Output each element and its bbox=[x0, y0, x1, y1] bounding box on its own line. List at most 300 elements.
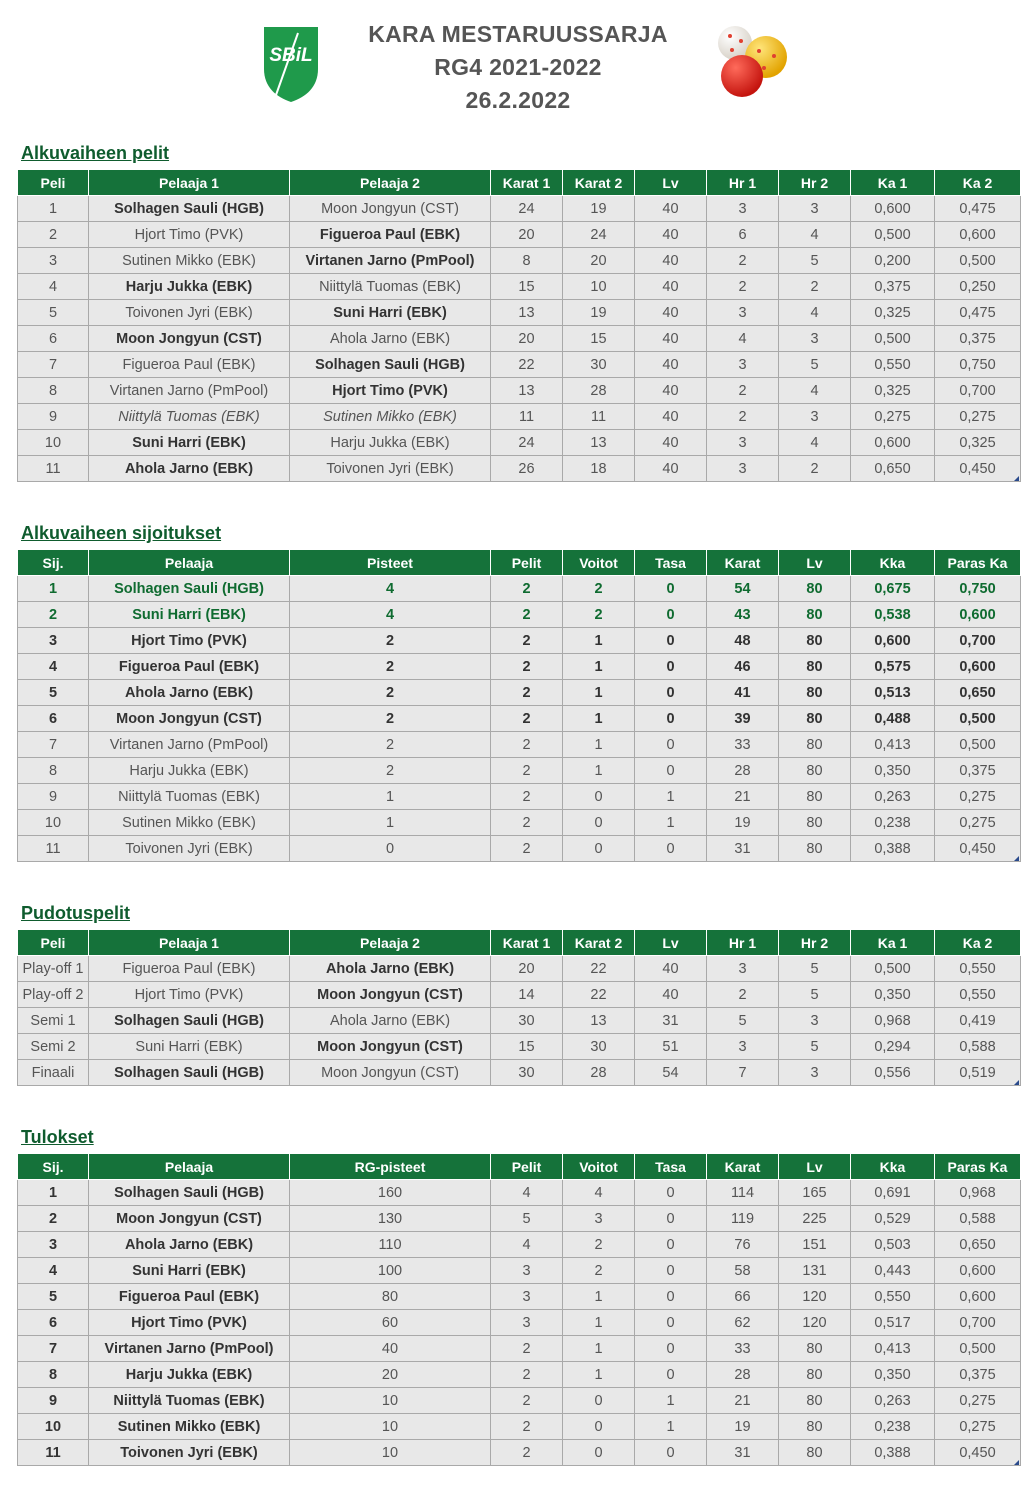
table-row bbox=[18, 248, 1021, 274]
table-cell: 0,968 bbox=[851, 1008, 935, 1034]
table-cell: 1 bbox=[563, 758, 635, 784]
table-cell: 13 bbox=[563, 1008, 635, 1034]
table-cell: 2 bbox=[491, 654, 563, 680]
table-cell: 0 bbox=[563, 810, 635, 836]
column-header: Hr 2 bbox=[779, 930, 851, 956]
table-cell: 2 bbox=[290, 680, 491, 706]
table-cell: 1 bbox=[563, 628, 635, 654]
table-cell: 3 bbox=[18, 248, 89, 274]
table-row bbox=[18, 1206, 1021, 1232]
table-cell: Hjort Timo (PVK) bbox=[89, 628, 290, 654]
table-cell: 5 bbox=[491, 1206, 563, 1232]
table-cell: 2 bbox=[491, 1336, 563, 1362]
table-cell: 80 bbox=[779, 602, 851, 628]
table-cell: 11 bbox=[18, 836, 89, 862]
table-cell: 80 bbox=[779, 1388, 851, 1414]
table-cell: 5 bbox=[18, 1284, 89, 1310]
logo-text: SBiL bbox=[269, 45, 313, 66]
table-cell: 1 bbox=[563, 706, 635, 732]
table-cell: 0,517 bbox=[851, 1310, 935, 1336]
table-cell: 0,325 bbox=[851, 300, 935, 326]
table-cell: 165 bbox=[779, 1180, 851, 1206]
table-row bbox=[18, 196, 1021, 222]
table-cell: 4 bbox=[18, 274, 89, 300]
table-cell: 40 bbox=[635, 274, 707, 300]
table-row bbox=[18, 810, 1021, 836]
table-cell: 19 bbox=[707, 810, 779, 836]
column-header: Peli bbox=[18, 930, 89, 956]
table-cell: 2 bbox=[491, 732, 563, 758]
table-cell: Sutinen Mikko (EBK) bbox=[89, 1414, 290, 1440]
table-cell: 0,588 bbox=[935, 1206, 1021, 1232]
table-row bbox=[18, 576, 1021, 602]
table-cell: 2 bbox=[707, 248, 779, 274]
table-cell: 8 bbox=[18, 758, 89, 784]
table-cell: 0 bbox=[635, 1336, 707, 1362]
column-header: Voitot bbox=[563, 550, 635, 576]
column-header: Karat 1 bbox=[491, 930, 563, 956]
table-cell: 4 bbox=[290, 576, 491, 602]
table-cell: 19 bbox=[563, 300, 635, 326]
table-cell: 0,500 bbox=[851, 956, 935, 982]
table-cell: 3 bbox=[18, 628, 89, 654]
table-cell: 13 bbox=[491, 378, 563, 404]
table-cell: 0,238 bbox=[851, 1414, 935, 1440]
table-cell: Play-off 2 bbox=[18, 982, 89, 1008]
table-cell: 1 bbox=[18, 576, 89, 602]
table-cell: 0,475 bbox=[935, 196, 1021, 222]
playoffs-table bbox=[17, 929, 1021, 1086]
table-cell: 0,263 bbox=[851, 784, 935, 810]
table-header-row bbox=[18, 550, 1021, 576]
table-cell: 1 bbox=[563, 1310, 635, 1336]
table-cell: 0,550 bbox=[851, 352, 935, 378]
table-cell: 2 bbox=[563, 602, 635, 628]
table-cell: 11 bbox=[18, 456, 89, 482]
table-cell: 1 bbox=[290, 784, 491, 810]
table-cell: 5 bbox=[18, 680, 89, 706]
table-row bbox=[18, 1362, 1021, 1388]
table-cell: 0,375 bbox=[935, 326, 1021, 352]
table-cell: 3 bbox=[491, 1284, 563, 1310]
table-cell: 114 bbox=[707, 1180, 779, 1206]
table-cell: 0,413 bbox=[851, 1336, 935, 1362]
section-games bbox=[17, 141, 1020, 482]
table-cell: 22 bbox=[563, 982, 635, 1008]
table-row bbox=[18, 680, 1021, 706]
table-cell: 2 bbox=[290, 628, 491, 654]
table-cell: 0 bbox=[635, 576, 707, 602]
table-cell: 0 bbox=[635, 758, 707, 784]
table-cell: Moon Jongyun (CST) bbox=[89, 1206, 290, 1232]
table-cell: 33 bbox=[707, 1336, 779, 1362]
table-cell: Moon Jongyun (CST) bbox=[89, 706, 290, 732]
table-cell: 0,600 bbox=[935, 654, 1021, 680]
column-header: Karat bbox=[707, 550, 779, 576]
table-cell: Ahola Jarno (EBK) bbox=[290, 326, 491, 352]
table-cell: 20 bbox=[491, 222, 563, 248]
table-cell: 0,600 bbox=[851, 196, 935, 222]
column-header: Hr 1 bbox=[707, 930, 779, 956]
table-cell: 3 bbox=[779, 1060, 851, 1086]
table-cell: 7 bbox=[18, 732, 89, 758]
table-cell: 2 bbox=[491, 628, 563, 654]
table-cell: 0,500 bbox=[935, 1336, 1021, 1362]
table-cell: 0,450 bbox=[935, 1440, 1021, 1466]
table-row bbox=[18, 300, 1021, 326]
table-cell: 4 bbox=[290, 602, 491, 628]
table-cell: 2 bbox=[290, 654, 491, 680]
column-header: Pelaaja bbox=[89, 1154, 290, 1180]
table-cell: 80 bbox=[779, 1414, 851, 1440]
table-cell: 80 bbox=[779, 1440, 851, 1466]
table-cell: Ahola Jarno (EBK) bbox=[89, 1232, 290, 1258]
column-header: Pelit bbox=[491, 550, 563, 576]
table-cell: 7 bbox=[18, 352, 89, 378]
table-cell: 80 bbox=[779, 784, 851, 810]
table-row bbox=[18, 1440, 1021, 1466]
table-cell: 3 bbox=[491, 1258, 563, 1284]
table-row bbox=[18, 1336, 1021, 1362]
table-cell: Solhagen Sauli (HGB) bbox=[290, 352, 491, 378]
table-row bbox=[18, 1008, 1021, 1034]
table-cell: 10 bbox=[563, 274, 635, 300]
table-cell: 51 bbox=[635, 1034, 707, 1060]
table-cell: 40 bbox=[635, 352, 707, 378]
table-cell: 80 bbox=[779, 1362, 851, 1388]
table-cell: 2 bbox=[290, 732, 491, 758]
table-cell: 1 bbox=[563, 1336, 635, 1362]
table-cell: Suni Harri (EBK) bbox=[89, 430, 290, 456]
table-cell: Hjort Timo (PVK) bbox=[290, 378, 491, 404]
table-cell: 0,375 bbox=[935, 758, 1021, 784]
table-cell: 28 bbox=[563, 1060, 635, 1086]
table-cell: 14 bbox=[491, 982, 563, 1008]
table-cell: 40 bbox=[635, 378, 707, 404]
table-cell: 5 bbox=[779, 1034, 851, 1060]
table-cell: 30 bbox=[563, 352, 635, 378]
table-cell: 0,375 bbox=[935, 1362, 1021, 1388]
table-cell: Suni Harri (EBK) bbox=[89, 1034, 290, 1060]
column-header: Ka 2 bbox=[935, 170, 1021, 196]
table-cell: Harju Jukka (EBK) bbox=[89, 274, 290, 300]
table-cell: 3 bbox=[707, 430, 779, 456]
section-title-games: Alkuvaiheen pelit bbox=[21, 143, 170, 163]
table-cell: 0 bbox=[635, 602, 707, 628]
column-header: Tasa bbox=[635, 550, 707, 576]
table-cell: 0,513 bbox=[851, 680, 935, 706]
table-cell: 3 bbox=[491, 1310, 563, 1336]
table-cell: 2 bbox=[707, 982, 779, 1008]
table-cell: 1 bbox=[635, 784, 707, 810]
table-cell: 0,550 bbox=[851, 1284, 935, 1310]
table-row bbox=[18, 222, 1021, 248]
table-cell: Harju Jukka (EBK) bbox=[89, 758, 290, 784]
table-cell: Figueroa Paul (EBK) bbox=[89, 654, 290, 680]
table-cell: 0 bbox=[635, 680, 707, 706]
table-cell: 54 bbox=[707, 576, 779, 602]
table-cell: 2 bbox=[779, 456, 851, 482]
table-cell: 2 bbox=[707, 404, 779, 430]
table-cell: Semi 2 bbox=[18, 1034, 89, 1060]
page-header bbox=[0, 0, 1036, 125]
table-row bbox=[18, 326, 1021, 352]
table-header-row bbox=[18, 170, 1021, 196]
table-cell: 2 bbox=[491, 810, 563, 836]
table-cell: 4 bbox=[779, 378, 851, 404]
column-header: Sij. bbox=[18, 1154, 89, 1180]
table-cell: 110 bbox=[290, 1232, 491, 1258]
table-cell: Toivonen Jyri (EBK) bbox=[89, 300, 290, 326]
table-cell: 11 bbox=[491, 404, 563, 430]
table-cell: 40 bbox=[635, 404, 707, 430]
table-cell: 24 bbox=[491, 196, 563, 222]
table-cell: Moon Jongyun (CST) bbox=[290, 196, 491, 222]
table-header-row bbox=[18, 1154, 1021, 1180]
table-cell: 3 bbox=[18, 1232, 89, 1258]
table-cell: 100 bbox=[290, 1258, 491, 1284]
table-cell: 28 bbox=[707, 758, 779, 784]
table-cell: Ahola Jarno (EBK) bbox=[290, 1008, 491, 1034]
table-cell: 2 bbox=[563, 576, 635, 602]
table-cell: Solhagen Sauli (HGB) bbox=[89, 196, 290, 222]
table-cell: 0 bbox=[635, 1258, 707, 1284]
table-cell: 19 bbox=[563, 196, 635, 222]
section-playoffs bbox=[17, 901, 1020, 1086]
table-cell: 0,600 bbox=[851, 430, 935, 456]
table-cell: Figueroa Paul (EBK) bbox=[290, 222, 491, 248]
table-cell: 1 bbox=[563, 1362, 635, 1388]
table-cell: 0,675 bbox=[851, 576, 935, 602]
table-cell: 54 bbox=[635, 1060, 707, 1086]
table-cell: 30 bbox=[491, 1060, 563, 1086]
table-cell: 0 bbox=[563, 1440, 635, 1466]
table-cell: 80 bbox=[779, 576, 851, 602]
section-title-playoffs: Pudotuspelit bbox=[21, 903, 130, 923]
table-cell: 10 bbox=[290, 1440, 491, 1466]
table-cell: 80 bbox=[779, 758, 851, 784]
table-cell: 2 bbox=[491, 836, 563, 862]
table-cell: 5 bbox=[779, 982, 851, 1008]
table-cell: Sutinen Mikko (EBK) bbox=[89, 248, 290, 274]
table-row bbox=[18, 758, 1021, 784]
table-cell: Niittylä Tuomas (EBK) bbox=[89, 784, 290, 810]
table-row bbox=[18, 784, 1021, 810]
column-header: Pelaaja 1 bbox=[89, 930, 290, 956]
table-cell: 80 bbox=[779, 1336, 851, 1362]
table-cell: 2 bbox=[491, 680, 563, 706]
column-header: Pelaaja 2 bbox=[290, 930, 491, 956]
table-cell: Solhagen Sauli (HGB) bbox=[89, 1180, 290, 1206]
table-cell: 3 bbox=[707, 956, 779, 982]
column-header: Pelaaja bbox=[89, 550, 290, 576]
table-cell: Suni Harri (EBK) bbox=[89, 602, 290, 628]
table-cell: 0,250 bbox=[935, 274, 1021, 300]
table-cell: 2 bbox=[491, 602, 563, 628]
table-cell: Sutinen Mikko (EBK) bbox=[290, 404, 491, 430]
table-cell: 24 bbox=[491, 430, 563, 456]
table-cell: 46 bbox=[707, 654, 779, 680]
column-header: Lv bbox=[635, 170, 707, 196]
table-cell: 4 bbox=[18, 1258, 89, 1284]
table-cell: 0,575 bbox=[851, 654, 935, 680]
column-header: Tasa bbox=[635, 1154, 707, 1180]
table-cell: 31 bbox=[707, 1440, 779, 1466]
table-cell: 0 bbox=[635, 1180, 707, 1206]
table-cell: 0 bbox=[635, 732, 707, 758]
table-cell: Hjort Timo (PVK) bbox=[89, 982, 290, 1008]
table-cell: 0,691 bbox=[851, 1180, 935, 1206]
table-cell: 151 bbox=[779, 1232, 851, 1258]
column-header: Hr 2 bbox=[779, 170, 851, 196]
table-cell: Play-off 1 bbox=[18, 956, 89, 982]
column-header: Paras Ka bbox=[935, 550, 1021, 576]
column-header: Pelit bbox=[491, 1154, 563, 1180]
table-row bbox=[18, 1414, 1021, 1440]
table-cell: Niittylä Tuomas (EBK) bbox=[89, 1388, 290, 1414]
table-cell: 31 bbox=[707, 836, 779, 862]
table-cell: 80 bbox=[779, 654, 851, 680]
table-cell: 0,419 bbox=[935, 1008, 1021, 1034]
table-cell: 40 bbox=[290, 1336, 491, 1362]
table-cell: 3 bbox=[563, 1206, 635, 1232]
column-header: Kka bbox=[851, 550, 935, 576]
table-cell: 80 bbox=[779, 680, 851, 706]
table-cell: 10 bbox=[18, 1414, 89, 1440]
column-header: Lv bbox=[779, 550, 851, 576]
table-cell: 0 bbox=[635, 1232, 707, 1258]
table-cell: 5 bbox=[779, 352, 851, 378]
column-header: Paras Ka bbox=[935, 1154, 1021, 1180]
table-cell: 2 bbox=[491, 1388, 563, 1414]
column-header: Ka 1 bbox=[851, 170, 935, 196]
table-cell: Toivonen Jyri (EBK) bbox=[89, 836, 290, 862]
table-cell: 0,500 bbox=[935, 248, 1021, 274]
table-cell: Solhagen Sauli (HGB) bbox=[89, 576, 290, 602]
table-cell: 1 bbox=[563, 1284, 635, 1310]
table-cell: Solhagen Sauli (HGB) bbox=[89, 1008, 290, 1034]
table-cell: 40 bbox=[635, 248, 707, 274]
table-cell: 1 bbox=[563, 732, 635, 758]
table-cell: 0,350 bbox=[851, 982, 935, 1008]
table-cell: Virtanen Jarno (PmPool) bbox=[89, 1336, 290, 1362]
table-row bbox=[18, 654, 1021, 680]
table-cell: 1 bbox=[635, 1388, 707, 1414]
table-cell: 3 bbox=[779, 326, 851, 352]
table-cell: 40 bbox=[635, 956, 707, 982]
sbil-logo bbox=[262, 25, 320, 103]
table-cell: 0,375 bbox=[851, 274, 935, 300]
table-row bbox=[18, 732, 1021, 758]
table-cell: 0,294 bbox=[851, 1034, 935, 1060]
table-cell: 24 bbox=[563, 222, 635, 248]
table-cell: 2 bbox=[18, 222, 89, 248]
table-cell: 11 bbox=[18, 1440, 89, 1466]
table-cell: 0,325 bbox=[851, 378, 935, 404]
table-cell: 0,529 bbox=[851, 1206, 935, 1232]
table-cell: 1 bbox=[290, 810, 491, 836]
table-cell: 3 bbox=[707, 352, 779, 378]
table-cell: Ahola Jarno (EBK) bbox=[89, 456, 290, 482]
column-header: Pelaaja 1 bbox=[89, 170, 290, 196]
table-cell: 3 bbox=[707, 300, 779, 326]
table-corner-marker bbox=[1014, 476, 1019, 481]
table-row bbox=[18, 602, 1021, 628]
table-corner-marker bbox=[1014, 856, 1019, 861]
table-cell: 40 bbox=[635, 300, 707, 326]
table-cell: Harju Jukka (EBK) bbox=[89, 1362, 290, 1388]
table-cell: 13 bbox=[491, 300, 563, 326]
table-row bbox=[18, 1060, 1021, 1086]
table-cell: 0 bbox=[635, 1284, 707, 1310]
table-cell: Solhagen Sauli (HGB) bbox=[89, 1060, 290, 1086]
table-cell: 131 bbox=[779, 1258, 851, 1284]
table-cell: 0,650 bbox=[935, 680, 1021, 706]
table-cell: 0,275 bbox=[851, 404, 935, 430]
table-cell: 0,750 bbox=[935, 576, 1021, 602]
table-cell: 40 bbox=[635, 222, 707, 248]
table-row bbox=[18, 836, 1021, 862]
table-cell: 2 bbox=[491, 784, 563, 810]
table-cell: 0,275 bbox=[935, 1388, 1021, 1414]
table-cell: 22 bbox=[491, 352, 563, 378]
table-cell: 0,588 bbox=[935, 1034, 1021, 1060]
table-cell: 0 bbox=[635, 1206, 707, 1232]
table-cell: 40 bbox=[635, 326, 707, 352]
column-header: Karat bbox=[707, 1154, 779, 1180]
table-cell: 2 bbox=[290, 758, 491, 784]
table-cell: 80 bbox=[779, 836, 851, 862]
column-header: Ka 1 bbox=[851, 930, 935, 956]
results-table bbox=[17, 1153, 1021, 1466]
table-cell: Toivonen Jyri (EBK) bbox=[290, 456, 491, 482]
table-cell: 5 bbox=[707, 1008, 779, 1034]
table-cell: 0,263 bbox=[851, 1388, 935, 1414]
table-cell: 3 bbox=[779, 1008, 851, 1034]
table-cell: 0 bbox=[635, 706, 707, 732]
column-header: Lv bbox=[779, 1154, 851, 1180]
table-cell: 0,275 bbox=[935, 810, 1021, 836]
table-cell: 0,450 bbox=[935, 836, 1021, 862]
table-cell: Suni Harri (EBK) bbox=[89, 1258, 290, 1284]
table-cell: 4 bbox=[779, 430, 851, 456]
table-cell: 4 bbox=[707, 326, 779, 352]
table-cell: 0 bbox=[290, 836, 491, 862]
table-cell: 31 bbox=[635, 1008, 707, 1034]
table-cell: 0,519 bbox=[935, 1060, 1021, 1086]
table-cell: 48 bbox=[707, 628, 779, 654]
table-cell: Toivonen Jyri (EBK) bbox=[89, 1440, 290, 1466]
table-cell: 1 bbox=[635, 1414, 707, 1440]
table-cell: 2 bbox=[491, 758, 563, 784]
table-cell: 40 bbox=[635, 982, 707, 1008]
table-cell: 15 bbox=[491, 1034, 563, 1060]
table-row bbox=[18, 352, 1021, 378]
table-row bbox=[18, 456, 1021, 482]
table-cell: 30 bbox=[491, 1008, 563, 1034]
table-row bbox=[18, 1180, 1021, 1206]
table-cell: 0,500 bbox=[935, 706, 1021, 732]
table-cell: 0,488 bbox=[851, 706, 935, 732]
table-cell: 8 bbox=[491, 248, 563, 274]
table-cell: 0,500 bbox=[851, 326, 935, 352]
table-cell: 10 bbox=[290, 1388, 491, 1414]
table-cell: 3 bbox=[707, 196, 779, 222]
table-cell: 15 bbox=[563, 326, 635, 352]
table-cell: 8 bbox=[18, 1362, 89, 1388]
table-cell: 9 bbox=[18, 784, 89, 810]
table-cell: 76 bbox=[707, 1232, 779, 1258]
